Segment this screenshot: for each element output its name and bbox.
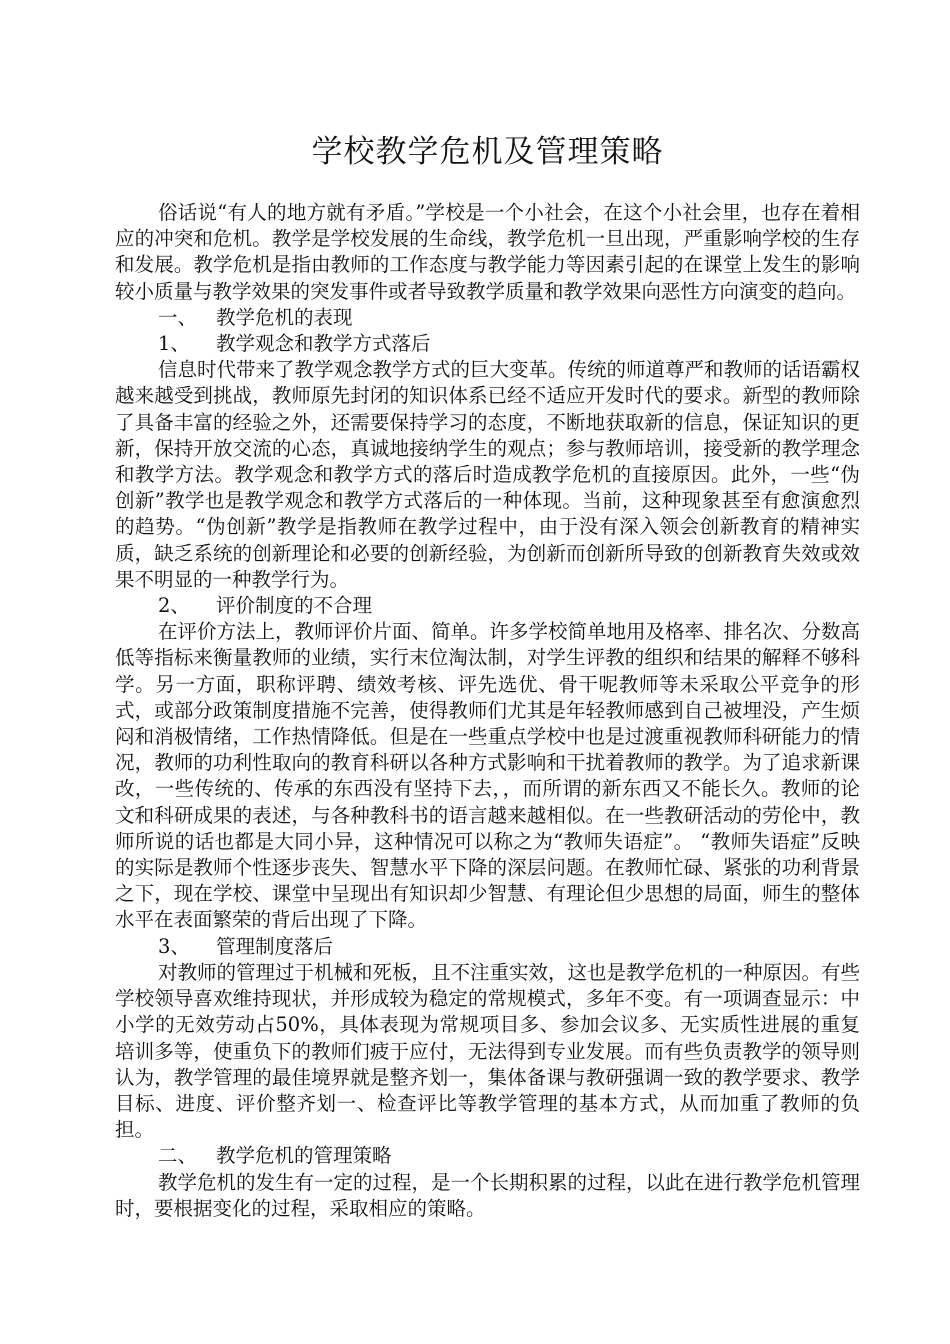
subsection-label: 管理制度落后 (216, 934, 334, 958)
document-title: 学校教学危机及管理策略 (311, 134, 664, 170)
section-label: 教学危机的表现 (216, 305, 353, 329)
section-label: 教学危机的管理策略 (216, 1144, 392, 1168)
subsection-1-paragraph: 信息时代带来了教学观念教学方式的巨大变革。传统的师道尊严和教师的话语霸权越来越受到挑战，教师原先封闭的知识体系已经不适应开发时代的要求。新型的教师除了具备丰富的经验之外，还需要保持学习的态度，不断地获取新的信息，保证知识的更新，保持开放交流的心态，真诚地接纳学生的观点；参与教师培训，接受新的教学理念和教学方法。教学观念和教学方式的落后时造成教学危机的直接原因。此外，一些“伪创新”教学也是教学观念和教学方式落后的一种体现。当前，这种现象甚至有愈演愈烈的趋势。“伪创新”教学是指教师在教学过程中，由于没有深入领会创新教育的精神实质，缺乏系统的创新理论和必要的创新经验，为创新而创新所导致的创新教育失效或效果不明显的一种教学行为。 (115, 358, 861, 591)
intro-paragraph: 俗话说“有人的地方就有矛盾。”学校是一个小社会，在这个小社会里，也存在着相应的冲突和危机。教学是学校发展的生命线，教学危机一旦出现，严重影响学校的生存和发展。教学危机是指由教师的工作态度与教学能力等因素引起的在课堂上发生的影响较小质量与教学效果的突发事件或者导致教学质量和教学效果向恶性方向演变的趋向。 (115, 201, 860, 303)
subsection-label: 教学观念和教学方式落后 (216, 332, 431, 356)
document-body (115, 200, 860, 1222)
section-number: 二、 (158, 1144, 198, 1168)
subsection-3-paragraph: 对教师的管理过于机械和死板，且不注重实效，这也是教学危机的一种原因。有些学校领导喜欢维持现状，并形成较为稳定的常规模式，多年不变。有一项调查显示：中小学的无效劳动占50%，具体表现为常规项目多、参加会议多、无实质性进展的重复培训多等，使重负下的教师们疲于应付，无法得到专业发展。而有些负责教学的领导则认为，教学管理的最佳境界就是整齐划一，集体备课与教研强调一致的教学要求、教学目标、进度、评价整齐划一、检查评比等教学管理的基本方式，从而加重了教师的负担。 (115, 960, 861, 1142)
section-number: 一、 (158, 305, 198, 329)
subsection-number: 1、 (158, 332, 190, 356)
subsection-heading-1 (115, 331, 860, 357)
subsection-label: 评价制度的不合理 (216, 594, 373, 618)
section-heading-1 (115, 305, 860, 331)
section-heading-2 (115, 1143, 860, 1169)
document-page (115, 122, 860, 1222)
subsection-2-paragraph: 在评价方法上，教师评价片面、简单。许多学校简单地用及格率、排名次、分数高低等指标来衡量教师的业绩，实行末位淘汰制，对学生评教的组织和结果的解释不够科学。另一方面，职称评聘、绩效考核、评先选优、骨干呢教师等未采取公平竞争的形式，或部分政策制度措施不完善，使得教师们尤其是年轻教师感到自己被埋没，产生烦闷和消极情绪，工作热情降低。但是在一些重点学校中也是过渡重视教师科研能力的情况，教师的功利性取向的教育科研以各种方式影响和干扰着教师的教学。为了追求新课改，一些传统的、传承的东西没有坚持下去，，而所谓的新东西又不能长久。教师的论文和科研成果的表述，与各种教科书的语言越来越相似。在一些教研活动的劳伦中，教师所说的话也都是大同小异，这种情况可以称之为“教师失语症”。 “教师失语症”反映的实际是教师个性逐步丧失、智慧水平下降的深层问题。在教师忙碌、紧张的功利背景之下，现在学校、课堂中呈现出有知识却少智慧、有理论但少思想的局面，师生的整体水平在表面繁荣的背后出现了下降。 (115, 620, 861, 932)
subsection-heading-3 (115, 934, 860, 960)
subsection-number: 2、 (158, 594, 190, 618)
subsection-heading-2 (115, 593, 860, 619)
subsection-number: 3、 (158, 934, 190, 958)
section-2-paragraph: 教学危机的发生有一定的过程，是一个长期积累的过程，以此在进行教学危机管理时，要根据变化的过程，采取相应的策略。 (115, 1170, 861, 1220)
